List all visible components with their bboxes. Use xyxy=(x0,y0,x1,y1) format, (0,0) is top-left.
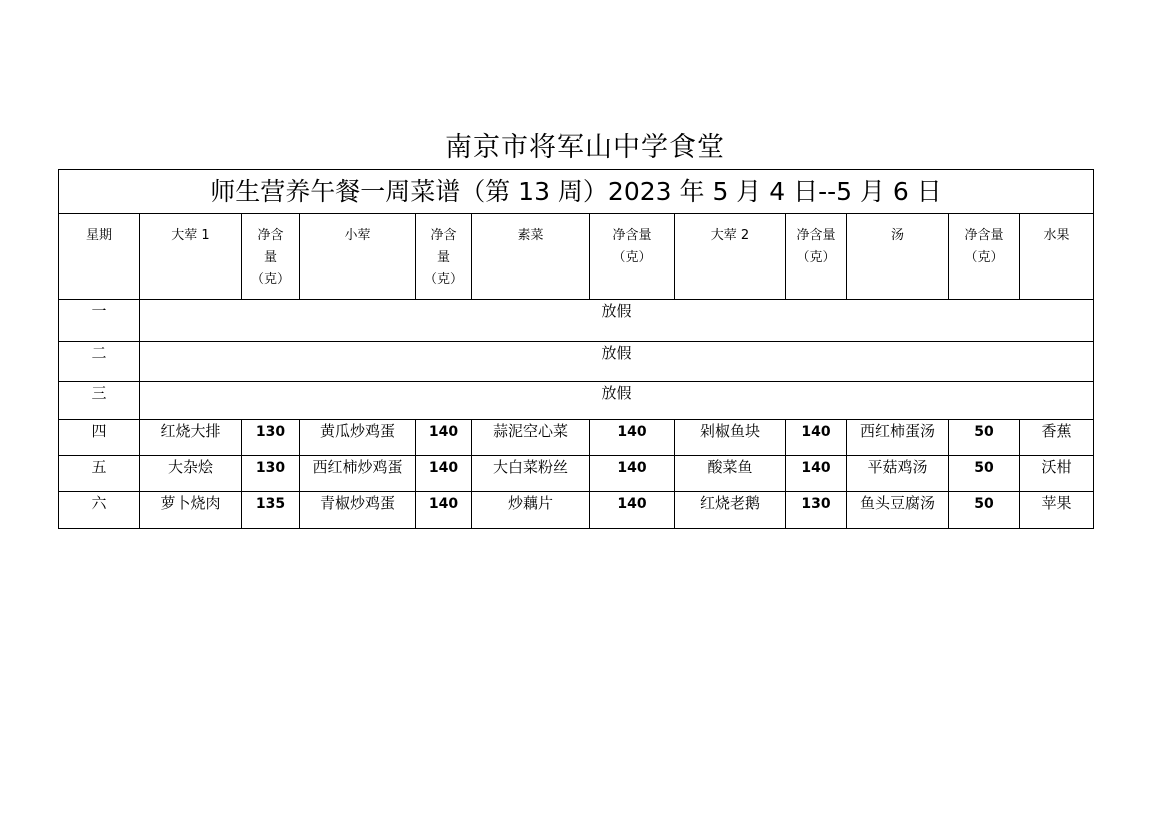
weekly-menu-table xyxy=(58,169,1094,529)
header-cell-fruit xyxy=(1020,214,1094,300)
header-cell-main-dish-1 xyxy=(140,214,242,300)
weight-cell: 50 xyxy=(949,492,1020,529)
header-label: 大荤 1 xyxy=(171,228,210,243)
main-dish-2-cell: 剁椒鱼块 xyxy=(675,420,786,456)
weight-cell: 140 xyxy=(786,420,847,456)
header-row xyxy=(59,214,1094,300)
header-label: 净含量 （克） xyxy=(964,228,1004,265)
menu-title-row xyxy=(59,170,1094,214)
table-row xyxy=(59,382,1094,420)
header-cell-weight-5 xyxy=(949,214,1020,300)
small-dish-cell: 黄瓜炒鸡蛋 xyxy=(300,420,416,456)
header-label: 净含量 （克） xyxy=(612,228,652,265)
vegetable-cell: 炒藕片 xyxy=(472,492,590,529)
main-dish-2-cell: 红烧老鹅 xyxy=(675,492,786,529)
table-row xyxy=(59,420,1094,456)
weight-cell: 130 xyxy=(242,456,300,492)
weight-cell: 50 xyxy=(949,456,1020,492)
menu-title: 师生营养午餐一周菜谱（第 13 周）2023 年 5 月 4 日--5 月 6 日 xyxy=(59,170,1094,214)
weekday-cell: 五 xyxy=(59,456,140,492)
table-row xyxy=(59,456,1094,492)
header-label: 净含量 （克） xyxy=(796,228,836,265)
small-dish-cell: 西红柿炒鸡蛋 xyxy=(300,456,416,492)
header-label: 星期 xyxy=(85,228,112,243)
main-dish-1-cell: 大杂烩 xyxy=(140,456,242,492)
holiday-cell: 放假 xyxy=(140,382,1094,420)
header-label: 净含 量 （克） xyxy=(423,228,463,287)
header-label: 小荤 xyxy=(344,228,371,243)
weekday-cell: 一 xyxy=(59,300,140,342)
weight-cell: 140 xyxy=(416,492,472,529)
header-label: 素菜 xyxy=(517,228,544,243)
header-label: 大荤 2 xyxy=(710,228,750,243)
fruit-cell: 沃柑 xyxy=(1020,456,1094,492)
weight-cell: 50 xyxy=(949,420,1020,456)
weekday-cell: 六 xyxy=(59,492,140,529)
vegetable-cell: 大白菜粉丝 xyxy=(472,456,590,492)
weekday-cell: 二 xyxy=(59,342,140,382)
header-cell-main-dish-2 xyxy=(675,214,786,300)
header-cell-vegetable xyxy=(472,214,590,300)
holiday-cell: 放假 xyxy=(140,300,1094,342)
holiday-cell: 放假 xyxy=(140,342,1094,382)
table-row xyxy=(59,300,1094,342)
main-dish-1-cell: 红烧大排 xyxy=(140,420,242,456)
main-dish-2-cell: 酸菜鱼 xyxy=(675,456,786,492)
weight-cell: 140 xyxy=(786,456,847,492)
header-cell-weight-3 xyxy=(590,214,675,300)
table-row xyxy=(59,492,1094,529)
fruit-cell: 香蕉 xyxy=(1020,420,1094,456)
weekday-cell: 四 xyxy=(59,420,140,456)
soup-cell: 平菇鸡汤 xyxy=(847,456,949,492)
header-cell-weight-2 xyxy=(416,214,472,300)
weight-cell: 130 xyxy=(786,492,847,529)
vegetable-cell: 蒜泥空心菜 xyxy=(472,420,590,456)
weight-cell: 140 xyxy=(590,492,675,529)
weight-cell: 140 xyxy=(590,420,675,456)
soup-cell: 西红柿蛋汤 xyxy=(847,420,949,456)
header-cell-weight-1 xyxy=(242,214,300,300)
small-dish-cell: 青椒炒鸡蛋 xyxy=(300,492,416,529)
weekday-cell: 三 xyxy=(59,382,140,420)
main-dish-1-cell: 萝卜烧肉 xyxy=(140,492,242,529)
fruit-cell: 苹果 xyxy=(1020,492,1094,529)
soup-cell: 鱼头豆腐汤 xyxy=(847,492,949,529)
header-cell-weight-4 xyxy=(786,214,847,300)
weight-cell: 140 xyxy=(590,456,675,492)
header-label: 水果 xyxy=(1043,228,1070,243)
weight-cell: 135 xyxy=(242,492,300,529)
header-label: 汤 xyxy=(890,228,904,243)
weight-cell: 140 xyxy=(416,420,472,456)
header-cell-weekday xyxy=(59,214,140,300)
header-cell-small-dish xyxy=(300,214,416,300)
weight-cell: 140 xyxy=(416,456,472,492)
table-row xyxy=(59,342,1094,382)
weight-cell: 130 xyxy=(242,420,300,456)
header-cell-soup xyxy=(847,214,949,300)
header-label: 净含 量 （克） xyxy=(250,228,290,287)
school-title: 南京市将军山中学食堂 xyxy=(445,132,725,163)
